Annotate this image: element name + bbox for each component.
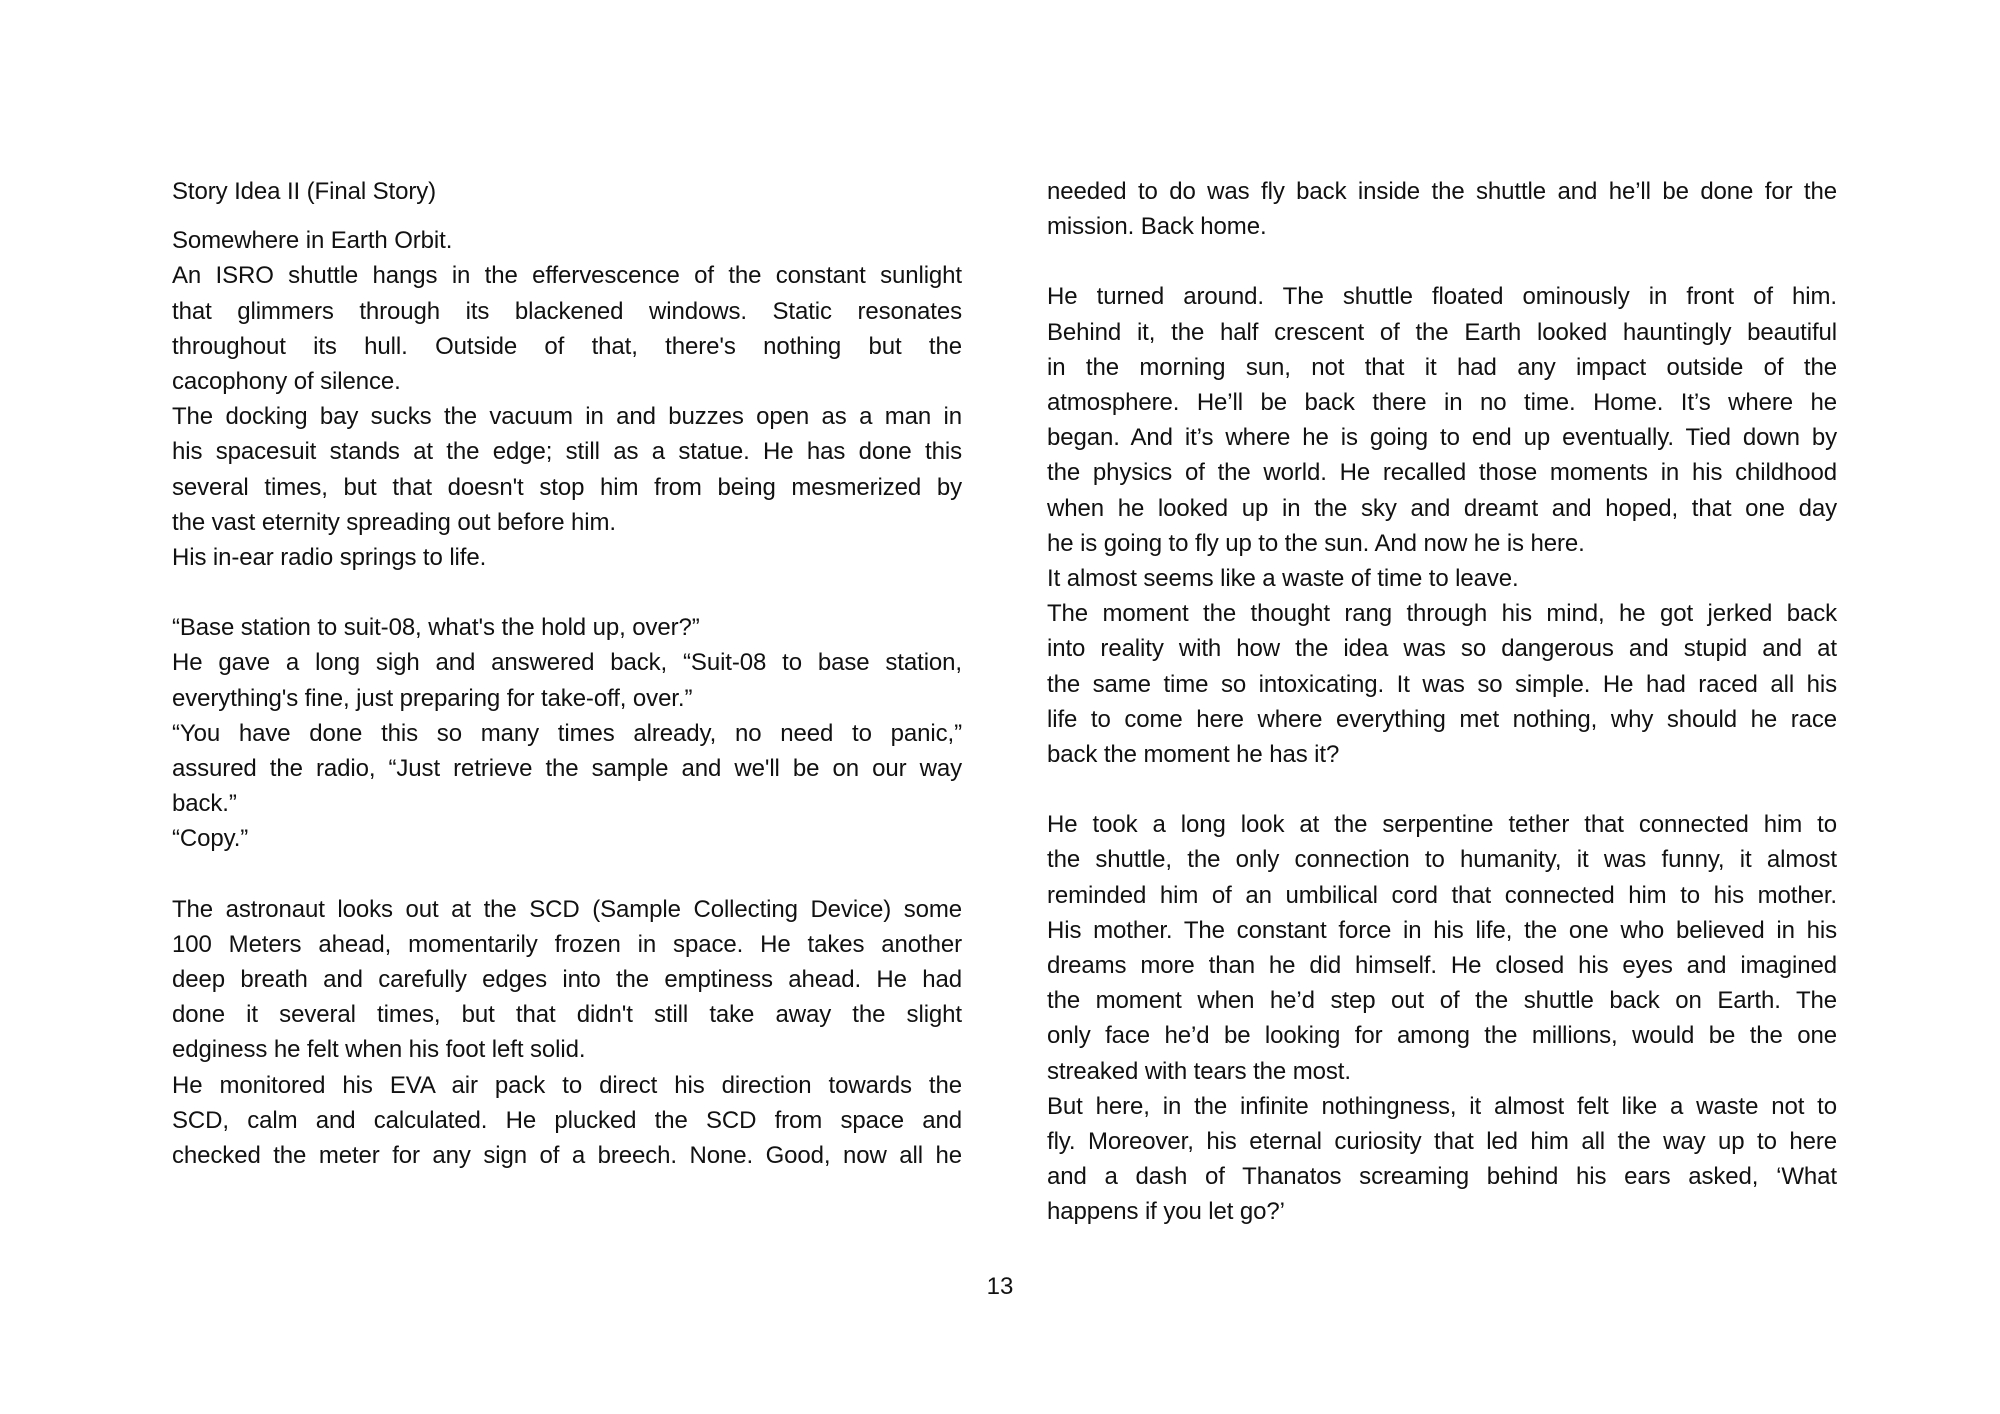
text-line: “Base station to suit-08, what's the hold up, over?”: [172, 614, 700, 642]
text-line: The astronaut looks out at the SCD (Sample Collecting Device) some: [172, 895, 962, 923]
text-line: SCD, calm and calculated. He plucked the SCD from space and: [172, 1106, 962, 1134]
paragraph-gap: [1047, 244, 1837, 279]
text-line: the same time so intoxicating. It was so simple. He had raced all his: [1047, 670, 1837, 698]
paragraph: [1047, 279, 1837, 561]
text-line: Story Idea II (Final Story): [172, 178, 437, 205]
text-line: that glimmers through its blackened windows. Static resonates: [172, 297, 962, 325]
text-line: checked the meter for any sign of a breech. None. Good, now all he: [172, 1142, 962, 1170]
text-line: “You have done this so many times already, no need to panic,”: [172, 719, 962, 747]
text-line: reminded him of an umbilical cord that connected him to his mother.: [1047, 881, 1837, 909]
text-line: atmosphere. He’ll be back there in no time. Home. It’s where he: [1047, 389, 1837, 417]
paragraph: [172, 892, 962, 1068]
paragraph: [172, 1068, 962, 1174]
text-line: began. And it’s where he is going to end up eventually. Tied down by: [1047, 424, 1837, 452]
text-line: It almost seems like a waste of time to leave.: [1047, 565, 1519, 593]
text-line: An ISRO shuttle hangs in the effervescence of the constant sunlight: [172, 262, 962, 290]
text-line: back the moment he has it?: [1047, 741, 1340, 769]
paragraph-gap: [1047, 772, 1837, 807]
paragraph-gap: [172, 209, 962, 223]
text-line: throughout its hull. Outside of that, there's nothing but the: [172, 332, 962, 360]
text-line: he is going to fly up to the sun. And now he is here.: [1047, 529, 1585, 557]
text-line: life to come here where everything met nothing, why should he race: [1047, 705, 1837, 733]
paragraph: [172, 716, 962, 822]
paragraph: [1047, 561, 1837, 596]
text-line: The docking bay sucks the vacuum in and buzzes open as a man in: [172, 403, 962, 431]
paragraph: [172, 258, 962, 399]
text-line: the vast eternity spreading out before him.: [172, 508, 616, 536]
text-line: He turned around. The shuttle floated ominously in front of him.: [1047, 283, 1837, 311]
text-line: the physics of the world. He recalled those moments in his childhood: [1047, 459, 1837, 487]
text-line: The moment the thought rang through his mind, he got jerked back: [1047, 600, 1837, 628]
paragraph: [1047, 596, 1837, 772]
text-line: the shuttle, the only connection to humanity, it was funny, it almost: [1047, 846, 1837, 874]
text-line: only face he’d be looking for among the millions, would be the one: [1047, 1022, 1837, 1050]
text-line: fly. Moreover, his eternal curiosity that led him all the way up to here: [1047, 1128, 1837, 1156]
text-line: deep breath and carefully edges into the emptiness ahead. He had: [172, 966, 962, 994]
text-line: needed to do was fly back inside the shuttle and he’ll be done for the: [1047, 178, 1837, 205]
text-line: “Copy.”: [172, 825, 249, 853]
text-line: everything's fine, just preparing for take-off, over.”: [172, 684, 693, 712]
text-line: edginess he felt when his foot left solid.: [172, 1036, 586, 1064]
text-line: His mother. The constant force in his life, the one who believed in his: [1047, 916, 1837, 944]
text-line: several times, but that doesn't stop him from being mesmerized by: [172, 473, 962, 501]
paragraph: [172, 540, 962, 575]
text-line: in the morning sun, not that it had any impact outside of the: [1047, 353, 1837, 381]
paragraph: [172, 610, 962, 645]
text-line: his spacesuit stands at the edge; still as a statue. He has done this: [172, 438, 962, 466]
text-line: 100 Meters ahead, momentarily frozen in space. He takes another: [172, 930, 962, 958]
paragraph: [1047, 174, 1837, 244]
text-line: done it several times, but that didn't still take away the slight: [172, 1001, 962, 1029]
text-line: when he looked up in the sky and dreamt and hoped, that one day: [1047, 494, 1837, 522]
text-line: mission. Back home.: [1047, 213, 1267, 241]
text-line: But here, in the infinite nothingness, it almost felt like a waste not to: [1047, 1092, 1837, 1120]
paragraph: [1047, 807, 1837, 1089]
text-line: His in-ear radio springs to life.: [172, 544, 487, 572]
paragraph: [172, 399, 962, 540]
text-line: Behind it, the half crescent of the Earth looked hauntingly beautiful: [1047, 318, 1837, 346]
text-line: streaked with tears the most.: [1047, 1057, 1351, 1085]
text-line: He monitored his EVA air pack to direct his direction towards the: [172, 1071, 962, 1099]
text-line: the moment when he’d step out of the shuttle back on Earth. The: [1047, 987, 1837, 1015]
text-line: and a dash of Thanatos screaming behind his ears asked, ‘What: [1047, 1163, 1837, 1191]
right-text-column: [1047, 174, 1837, 1230]
page-number: 13: [986, 1273, 1014, 1300]
paragraph-gap: [172, 575, 962, 610]
paragraph: [172, 174, 962, 209]
paragraph: [172, 223, 962, 258]
text-line: happens if you let go?’: [1047, 1198, 1285, 1226]
paragraph: [172, 645, 962, 715]
text-line: into reality with how the idea was so dangerous and stupid and at: [1047, 635, 1837, 663]
text-line: He gave a long sigh and answered back, “Suit-08 to base station,: [172, 649, 962, 677]
text-line: back.”: [172, 790, 237, 818]
paragraph: [1047, 1089, 1837, 1230]
paragraph-gap: [172, 857, 962, 892]
text-line: Somewhere in Earth Orbit.: [172, 227, 453, 255]
text-line: assured the radio, “Just retrieve the sample and we'll be on our way: [172, 755, 962, 783]
paragraph: [172, 821, 962, 856]
left-text-column: [172, 174, 962, 1173]
text-line: He took a long look at the serpentine tether that connected him to: [1047, 811, 1837, 839]
text-line: dreams more than he did himself. He closed his eyes and imagined: [1047, 952, 1837, 980]
text-line: cacophony of silence.: [172, 368, 401, 396]
